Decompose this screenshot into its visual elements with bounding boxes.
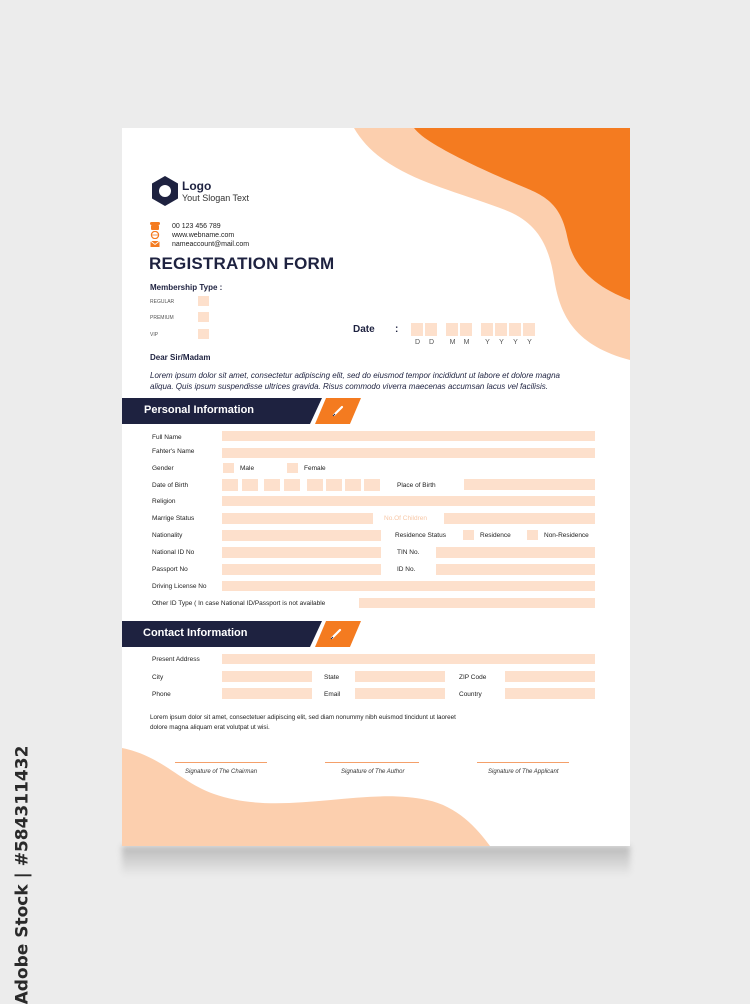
full-name-field[interactable] [222, 431, 595, 441]
signature-line-author [325, 762, 419, 763]
dob-day-1[interactable] [222, 479, 238, 491]
logo-slogan: Yout Slogan Text [182, 193, 250, 203]
nationality-label: Nationality [152, 532, 183, 539]
gender-female-label: Female [304, 465, 326, 472]
state-field[interactable] [355, 671, 445, 682]
phone-field[interactable] [222, 688, 312, 699]
other-id-label: Other ID Type ( In case National ID/Passport is not available [152, 600, 326, 607]
date-letter-y3: Y [513, 339, 518, 346]
present-address-field[interactable] [222, 654, 595, 664]
date-label: Date [353, 324, 375, 335]
phone-icon [150, 222, 160, 230]
city-label: City [152, 674, 164, 681]
pencil-icon [329, 627, 343, 641]
residence-label: Residence [480, 532, 511, 539]
non-residence-label: Non-Residence [544, 532, 589, 539]
date-month-2[interactable] [460, 323, 472, 336]
passport-field[interactable] [222, 564, 381, 575]
driving-license-label: Driving License No [152, 583, 207, 590]
zip-field[interactable] [505, 671, 595, 682]
other-id-field[interactable] [359, 598, 595, 608]
gender-male-checkbox[interactable] [223, 463, 234, 473]
date-colon: : [395, 324, 399, 335]
signature-line-applicant [477, 762, 569, 763]
contact-phone-text: 00 123 456 789 [172, 222, 221, 230]
logo-title: Logo [182, 179, 212, 193]
full-name-label: Full Name [152, 434, 182, 441]
father-name-label: Fahter's Name [152, 448, 195, 455]
zip-label: ZIP Code [459, 674, 487, 681]
membership-option-regular: REGULAR [150, 299, 175, 305]
place-of-birth-field[interactable] [464, 479, 595, 490]
form-title: REGISTRATION FORM [149, 254, 335, 273]
dob-label: Date of Birth [152, 482, 189, 489]
signature-chairman-label: Signature of The Chairman [185, 769, 258, 775]
father-name-field[interactable] [222, 448, 595, 458]
date-letter-d2: D [428, 339, 435, 346]
globe-icon [150, 231, 160, 239]
residence-checkbox[interactable] [463, 530, 474, 540]
date-year-2[interactable] [495, 323, 507, 336]
date-year-4[interactable] [523, 323, 535, 336]
country-field[interactable] [505, 688, 595, 699]
membership-option-premium: PREMIUM [150, 315, 174, 321]
date-letter-y1: Y [485, 339, 490, 346]
religion-label: Religion [152, 498, 176, 505]
logo-hexagon-icon [149, 175, 181, 207]
contact-mail-text: nameaccount@mail.com [172, 240, 250, 248]
stock-id-watermark: Adobe Stock | #584311432 [12, 745, 32, 1004]
marriage-status-field[interactable] [222, 513, 373, 524]
signature-author-label: Signature of The Author [341, 769, 405, 775]
email-label: Email [324, 691, 341, 698]
membership-regular-checkbox[interactable] [198, 296, 209, 306]
date-day-2[interactable] [425, 323, 437, 336]
pencil-icon [331, 404, 345, 418]
dob-day-2[interactable] [242, 479, 258, 491]
footer-paragraph: Lorem ipsum dolor sit amet, consectetuer adipiscing elit, sed diam nonummy nibh euismod tincidunt ut laoreet dolore magna aliquam erat volutpat ut wisi. [150, 714, 456, 731]
membership-option-vip: VIP [150, 332, 159, 338]
city-field[interactable] [222, 671, 312, 682]
national-id-field[interactable] [222, 547, 381, 558]
id-no-field[interactable] [436, 564, 595, 575]
no-of-children-label: No.Of Children [384, 515, 427, 522]
date-letter-d1: D [414, 339, 421, 346]
mail-icon [150, 240, 160, 248]
registration-form-page [122, 128, 630, 846]
membership-vip-checkbox[interactable] [198, 329, 209, 339]
dob-month-1[interactable] [264, 479, 280, 491]
state-label: State [324, 674, 340, 681]
contact-mail [150, 239, 249, 249]
intro-paragraph: Lorem ipsum dolor sit amet, consectetur adipiscing elit, sed do eiusmod tempor incididunt ut labore et dolore magna aliqua. Quis ipsum suspendisse ultrices gravida. Risus commodo viverra maecenas accumsan lacus vel facilisis. [150, 371, 560, 391]
date-letter-m2: M [463, 339, 470, 346]
date-day-1[interactable] [411, 323, 423, 336]
contact-section-title: Contact Information [143, 627, 248, 639]
phone-label: Phone [152, 691, 171, 698]
country-label: Country [459, 691, 482, 698]
membership-premium-checkbox[interactable] [198, 312, 209, 322]
dob-month-2[interactable] [284, 479, 300, 491]
non-residence-checkbox[interactable] [527, 530, 538, 540]
dob-year-3[interactable] [345, 479, 361, 491]
gender-male-label: Male [240, 465, 255, 472]
tin-field[interactable] [436, 547, 595, 558]
date-letter-m1: M [449, 339, 456, 346]
date-year-3[interactable] [509, 323, 521, 336]
place-of-birth-label: Place of Birth [397, 482, 436, 489]
religion-field[interactable] [222, 496, 595, 506]
gender-label: Gender [152, 465, 174, 472]
tin-label: TIN No. [397, 549, 420, 556]
date-letter-y4: Y [527, 339, 532, 346]
no-of-children-field[interactable] [444, 513, 595, 524]
date-year-1[interactable] [481, 323, 493, 336]
page-shadow [122, 846, 630, 876]
dob-year-2[interactable] [326, 479, 342, 491]
gender-female-checkbox[interactable] [287, 463, 298, 473]
signature-applicant-label: Signature of The Applicant [488, 769, 559, 775]
marriage-status-label: Marrige Status [152, 515, 195, 522]
greeting: Dear Sir/Madam [150, 353, 211, 362]
dob-year-4[interactable] [364, 479, 380, 491]
signature-line-chairman [175, 762, 267, 763]
membership-label: Membership Type : [150, 283, 223, 292]
date-letter-y2: Y [499, 339, 504, 346]
nationality-field[interactable] [222, 530, 381, 541]
personal-section-title: Personal Information [144, 404, 255, 416]
date-month-1[interactable] [446, 323, 458, 336]
driving-license-field[interactable] [222, 581, 595, 591]
id-no-label: ID No. [397, 566, 416, 573]
dob-year-1[interactable] [307, 479, 323, 491]
residence-status-label: Residence Status [395, 532, 446, 539]
present-address-label: Present Address [152, 656, 200, 663]
passport-label: Passport No [152, 566, 188, 573]
contact-web-text: www.webname.com [172, 231, 235, 239]
email-field[interactable] [355, 688, 445, 699]
national-id-label: National ID No [152, 549, 195, 556]
